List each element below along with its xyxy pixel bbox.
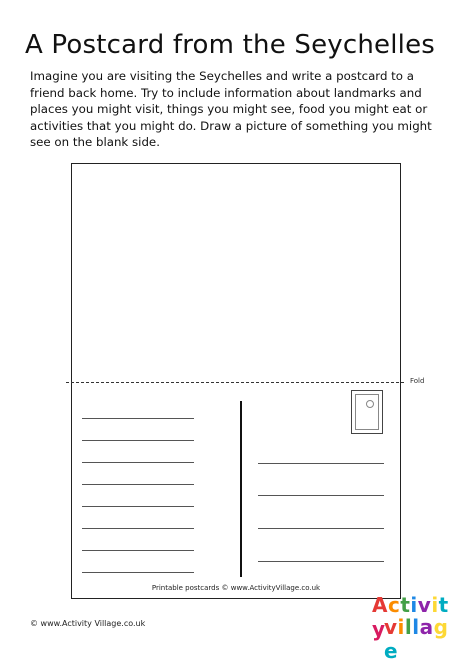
address-line	[258, 528, 384, 529]
logo-letter: v	[417, 593, 432, 617]
address-line	[258, 463, 384, 464]
postcard-divider	[240, 401, 242, 577]
logo-letter: g	[433, 615, 449, 639]
fold-label: Fold	[410, 377, 425, 385]
logo-letter: v	[384, 615, 398, 639]
stamp-inner-frame	[355, 394, 379, 430]
message-line	[82, 484, 194, 485]
message-line	[82, 550, 194, 551]
message-line	[82, 506, 194, 507]
address-line	[258, 561, 384, 562]
activity-village-logo	[370, 591, 454, 663]
logo-letter: i	[397, 615, 405, 639]
message-line	[82, 462, 194, 463]
logo-letter: y	[372, 617, 386, 641]
logo-letter: e	[384, 639, 399, 663]
page-title: A Postcard from the Seychelles	[24, 30, 436, 60]
address-line	[258, 495, 384, 496]
instructions-paragraph: Imagine you are visiting the Seychelles and write a postcard to a friend back home. Try to include information about landmarks and places you might visit, things you might see, food you might eat or activities that you might do. Draw a picture of something you might see on the blank side.	[30, 69, 432, 149]
message-line	[82, 528, 194, 529]
logo-letter: c	[387, 593, 401, 617]
logo-letter: i	[410, 593, 418, 617]
logo-letter: a	[419, 615, 434, 639]
card-credit: Printable postcards © www.ActivityVillage.co.uk	[151, 584, 321, 592]
logo-letter: i	[431, 593, 439, 617]
logo-word-village	[384, 615, 454, 663]
logo-letter: t	[400, 593, 411, 617]
logo-letter: t	[438, 593, 449, 617]
fold-line	[66, 382, 404, 383]
stamp-postmark-icon	[366, 400, 374, 408]
footer-copyright: © www.Activity Village.co.uk	[30, 619, 146, 628]
postcard-frame	[71, 163, 401, 599]
message-line	[82, 440, 194, 441]
logo-letter: l	[412, 615, 420, 639]
logo-letter: A	[372, 593, 388, 617]
stamp-box	[351, 390, 383, 434]
message-line	[82, 418, 194, 419]
logo-letter: l	[404, 615, 413, 639]
message-line	[82, 572, 194, 573]
